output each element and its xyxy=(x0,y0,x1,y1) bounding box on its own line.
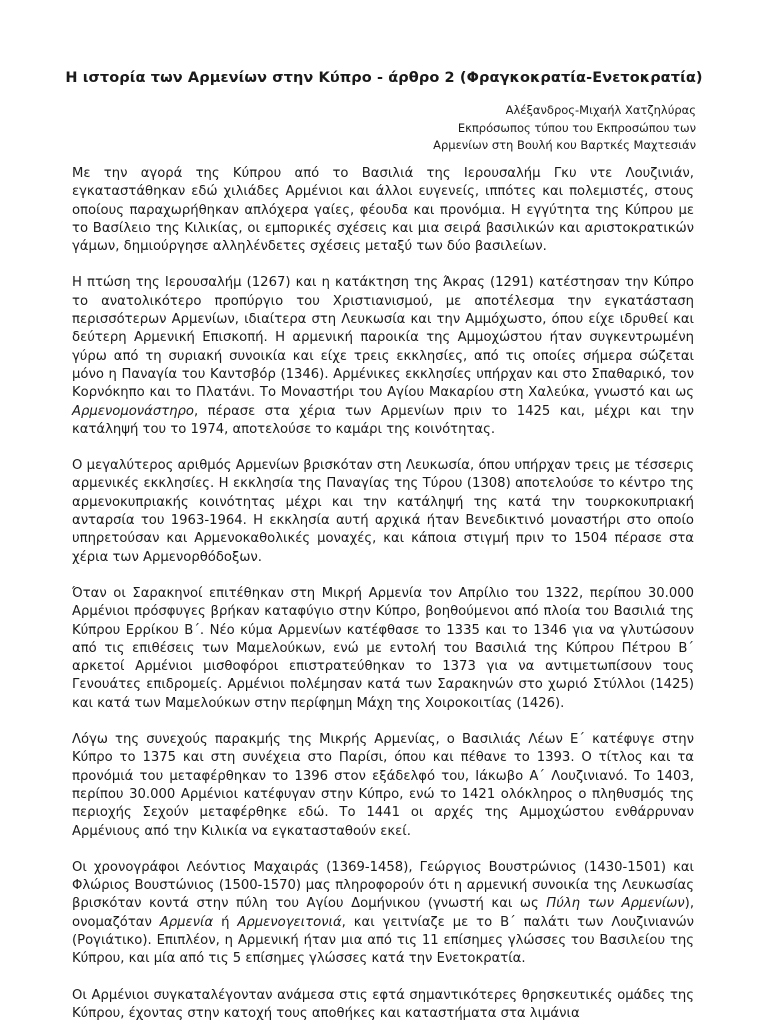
article-body xyxy=(72,165,694,1024)
paragraph-1: Με την αγορά της Κύπρου από το Βασιλιά της Ιερουσαλήμ Γκυ ντε Λουζινιάν, εγκαταστάθηκαν εδώ χιλιάδες Αρμένιοι και άλλοι ευγενείς, ιππότες και πολεμιστές, στους οποίους παραχωρήθηκαν απλόχερα γαίες, φέουδα και προνόμια. Η εγγύτητα της Κύπρου με το Βασίλειο της Κιλικίας, οι εμπορικές σχέσεις και μια σειρά βασιλικών και αριστοκρατικών γάμων, δημιούργησε αλληλένδετες σχέσεις μεταξύ των δύο βασιλείων. xyxy=(72,166,694,255)
paragraph-3: Ο μεγαλύτερος αριθμός Αρμενίων βρισκόταν στη Λευκωσία, όπου υπήρχαν τρεις με τέσσερις αρμενικές εκκλησίες. Η εκκλησία της Παναγίας της Τύρου (1308) αποτελούσε το κέντρο της αρμενοκυπριακής κοινότητας μέχρι και την κατάληψή της κατά την τουρκοκυπριακή ανταρσία του 1963-1964. Η εκκλησία αυτή αρχικά ήταν Βενεδικτινό μοναστήρι στο οποίο υπηρετούσαν και Αρμενοκαθολικές μοναχές, και κάποια στιγμή πριν το 1504 πέρασε στα χέρια των Αρμενορθόδοξων. xyxy=(72,458,694,565)
document-title: Η ιστορία των Αρμενίων στην Κύπρο - άρθρο 2 (Φραγκοκρατία-Ενετοκρατία) xyxy=(65,70,703,86)
paragraph-6-part-a: Οι χρονογράφοι Λεόντιος Μαχαιράς (1369-1458), Γεώργιος Βουστρώνιος (1430-1501) και Φλώριος Βουστώνιος (1500-1570) μας πληροφορούν ότι η αρμενική συνοικία της Λευκωσίας βρισκόταν κοντά στην πύλη του Αγίου Δομήνικου (γνωστή και ως xyxy=(72,859,694,912)
paragraph-5: Λόγω της συνεχούς παρακμής της Μικρής Αρμενίας, ο Βασιλιάς Λέων Ε΄ κατέφυγε στην Κύπρο το 1375 και στη συνέχεια στο Παρίσι, όπου και πέθανε το 1393. Ο τίτλος και τα προνόμιά του μεταφέρθηκαν το 1396 στον εξάδελφό του, Ιάκωβο Α΄ Λουζινιανό. Το 1403, περίπου 30.000 Αρμένιοι κατέφυγαν στην Κύπρο, ενώ το 1421 ολόκληρος ο πληθυσμός της περιοχής Σεχούν μεταφέρθηκε εδώ. Το 1441 οι αρχές της Αμμοχώστου ενθάρρυναν Αρμένιους από την Κιλικία να εγκατασταθούν εκεί. xyxy=(72,732,694,839)
paragraph-2-emphasis: Αρμενομονάστηρο xyxy=(72,403,194,419)
paragraph-6-emphasis-2: Αρμενία xyxy=(159,914,214,930)
paragraph-6-part-b: ), ονομαζόταν xyxy=(72,896,695,930)
paragraph-6-emphasis-1: Πύλη των Αρμενίων xyxy=(546,896,685,912)
paragraph-2-part-b: , πέρασε στα χέρια των Αρμενίων πριν το 1425 και, μέχρι και την κατάληψή του το 1974, αποτελούσε το καμάρι της κοινότητας. xyxy=(72,403,694,437)
author-byline xyxy=(433,102,696,155)
author-name: Αλέξανδρος-Μιχαήλ Χατζηλύρας xyxy=(505,103,696,117)
author-role-line-1: Εκπρόσωπος τύπου του Εκπροσώπου των xyxy=(457,120,696,135)
paragraph-6-part-c: ή xyxy=(213,914,238,930)
paragraph-6 xyxy=(72,859,694,969)
paragraph-6-part-d: , και γειτνίαζε με το Β΄ παλάτι των Λουζινιανών (Ρογιάτικο). Επιπλέον, η Αρμενική ήταν μια από τις 11 επίσημες γλώσσες του Βασιλείου της Κύπρου, και μία από τις 5 επίσημες γλώσσες κατά την Ενετοκρατία. xyxy=(72,914,694,967)
author-role-line-2: Αρμενίων στη Βουλή κου Βαρτκές Μαχτεσιάν xyxy=(433,138,696,152)
paragraph-6-emphasis-3: Αρμενογειτονιά xyxy=(237,914,342,930)
paragraph-2 xyxy=(72,274,694,439)
paragraph-7: Οι Αρμένιοι συγκαταλέγονταν ανάμεσα στις εφτά σημαντικότερες θρησκευτικές ομάδες της Κύπρου, έχοντας στην κατοχή τους αποθήκες και καταστήματα στα λιμάνια xyxy=(72,987,694,1021)
paragraph-4: Όταν οι Σαρακηνοί επιτέθηκαν στη Μικρή Αρμενία τον Απρίλιο του 1322, περίπου 30.000 Αρμένιοι πρόσφυγες βρήκαν καταφύγιο στην Κύπρο, βοηθούμενοι από πλοία του Βασιλιά της Κύπρου Ερρίκου Β΄. Νέο κύμα Αρμενίων κατέφθασε το 1335 και το 1346 για να γλυτώσουν από τις επιθέσεις των Μαμελούκων, ενώ με εντολή του Βασιλιά της Κύπρου Πέτρου Β΄ αρκετοί Αρμένιοι μισθοφόροι επιστρατεύθηκαν το 1373 για να αντιμετωπίσουν τους Γενουάτες επιδρομείς. Αρμένιοι πολέμησαν κατά των Σαρακηνών στο χωριό Στύλλοι (1425) και κατά των Μαμελούκων στην περίφημη Μάχη της Χοιροκοιτίας (1426). xyxy=(72,585,694,711)
paragraph-2-part-a: Η πτώση της Ιερουσαλήμ (1267) και η κατάκτηση της Άκρας (1291) κατέστησαν την Κύπρο το ανατολικότερο προπύργιο του Χριστιανισμού, με αποτέλεσμα την εγκατάσταση περισσότερων Αρμενίων, ιδιαίτερα στη Λευκωσία και την Αμμόχωστο, όπου είχε ιδρυθεί και δεύτερη Αρμενική Επισκοπή. Η αρμενική παροικία της Αμμοχώστου ήταν συγκεντρωμένη γύρω από τη συριακή συνοικία και είχε τρεις εκκλησίες, από τις οποίες σήμερα σώζεται μόνο η Παναγία του Καντσβόρ (1346). Αρμένικες εκκλησίες υπήρχαν και στο Σπαθαρικό, τον Κορνόκηπο και το Πλατάνι. Το Μοναστήρι του Αγίου Μακαρίου στη Χαλεύκα, γνωστό και ως xyxy=(72,275,694,401)
